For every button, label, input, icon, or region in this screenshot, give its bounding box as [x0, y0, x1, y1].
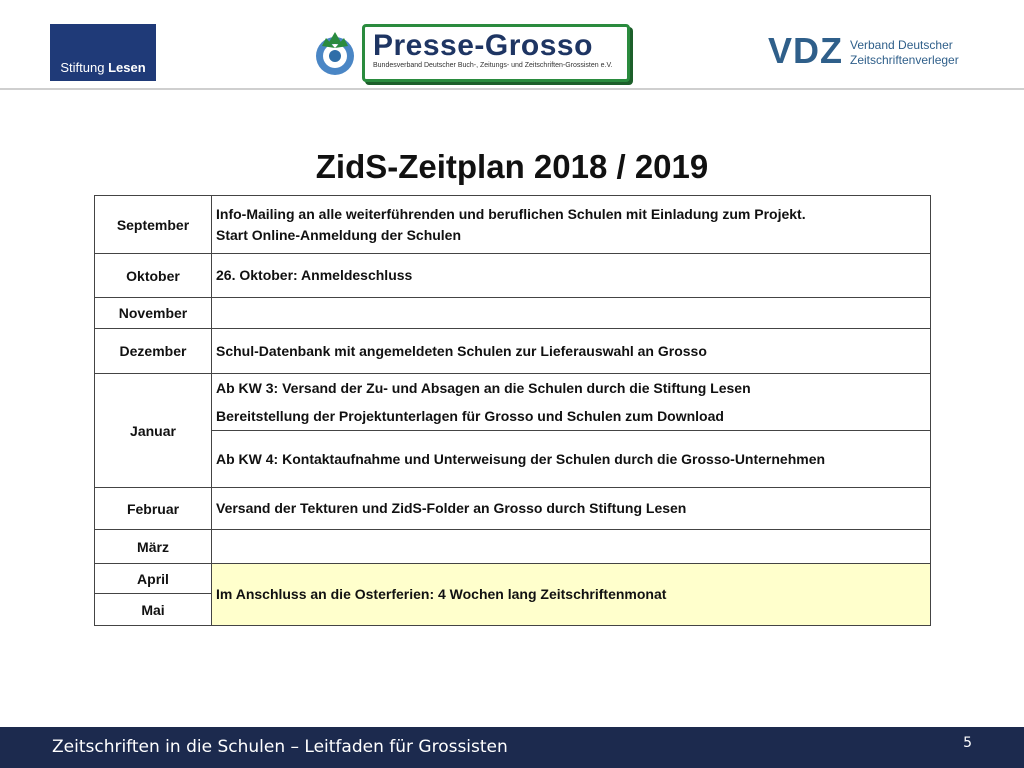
footer-text: Zeitschriften in die Schulen – Leitfaden für Grossisten: [52, 737, 508, 757]
description-cell: [212, 298, 931, 329]
description-cell: [212, 196, 931, 254]
description-line: Bereitstellung der Projektunterlagen für Grosso und Schulen zum Download: [216, 408, 724, 424]
table-row: [95, 431, 931, 488]
description-cell: [212, 374, 931, 431]
header-divider: [0, 88, 1024, 90]
presse-grosso-name: Presse-Grosso: [373, 29, 593, 62]
month-cell: April: [95, 564, 212, 594]
table-row: [95, 564, 931, 594]
table-row: [95, 530, 931, 564]
stiftung-lesen-logo: [50, 24, 156, 81]
vdz-line-1: Verband Deutscher: [850, 38, 953, 52]
month-cell: Januar: [95, 374, 212, 488]
stiftung-lesen-wordmark: Stiftung Lesen: [60, 60, 146, 75]
description-cell: Ab KW 4: Kontaktaufnahme und Unterweisung der Schulen durch die Grosso-Unternehmen: [212, 431, 931, 488]
page-title: ZidS-Zeitplan 2018 / 2019: [315, 148, 709, 185]
table-row: [95, 488, 931, 530]
description-line: Info-Mailing an alle weiterführenden und beruflichen Schulen mit Einladung zum Projekt.: [216, 205, 806, 222]
header: [0, 0, 1024, 90]
table-row: [95, 329, 931, 374]
vdz-line-2: Zeitschriftenverleger: [850, 53, 959, 67]
presse-grosso-subtitle: Bundesverband Deutscher Buch-, Zeitungs- und Zeitschriften-Grossisten e.V.: [373, 62, 613, 69]
month-cell: März: [95, 530, 212, 564]
description-cell: Versand der Tekturen und ZidS-Folder an Grosso durch Stiftung Lesen: [212, 488, 931, 530]
table-row: [95, 298, 931, 329]
month-cell: November: [95, 298, 212, 329]
month-cell: Dezember: [95, 329, 212, 374]
table-row: [95, 254, 931, 298]
schedule-table: [94, 195, 931, 626]
footer: [0, 727, 1024, 768]
description-cell: [212, 530, 931, 564]
vdz-fullname: [850, 38, 959, 68]
month-cell: Oktober: [95, 254, 212, 298]
table-row: [95, 374, 931, 431]
description-cell: 26. Oktober: Anmeldeschluss: [212, 254, 931, 298]
vdz-logo: [768, 30, 968, 76]
description-cell: Schul-Datenbank mit angemeldeten Schulen zur Lieferauswahl an Grosso: [212, 329, 931, 374]
description-line: Start Online-Anmeldung der Schulen: [216, 226, 462, 243]
month-cell: Februar: [95, 488, 212, 530]
description-cell-highlighted: Im Anschluss an die Osterferien: 4 Wochen lang Zeitschriftenmonat: [212, 564, 931, 626]
table-row: [95, 196, 931, 254]
presse-grosso-logo: [312, 24, 632, 82]
month-cell: September: [95, 196, 212, 254]
presse-grosso-wordmark: [362, 24, 630, 82]
month-cell: Mai: [95, 594, 212, 626]
vdz-abbr: VDZ: [768, 30, 843, 71]
page-number: 5: [963, 735, 972, 751]
presse-grosso-emblem-icon: [312, 30, 358, 76]
description-line: Ab KW 3: Versand der Zu- und Absagen an die Schulen durch die Stiftung Lesen: [216, 380, 751, 396]
